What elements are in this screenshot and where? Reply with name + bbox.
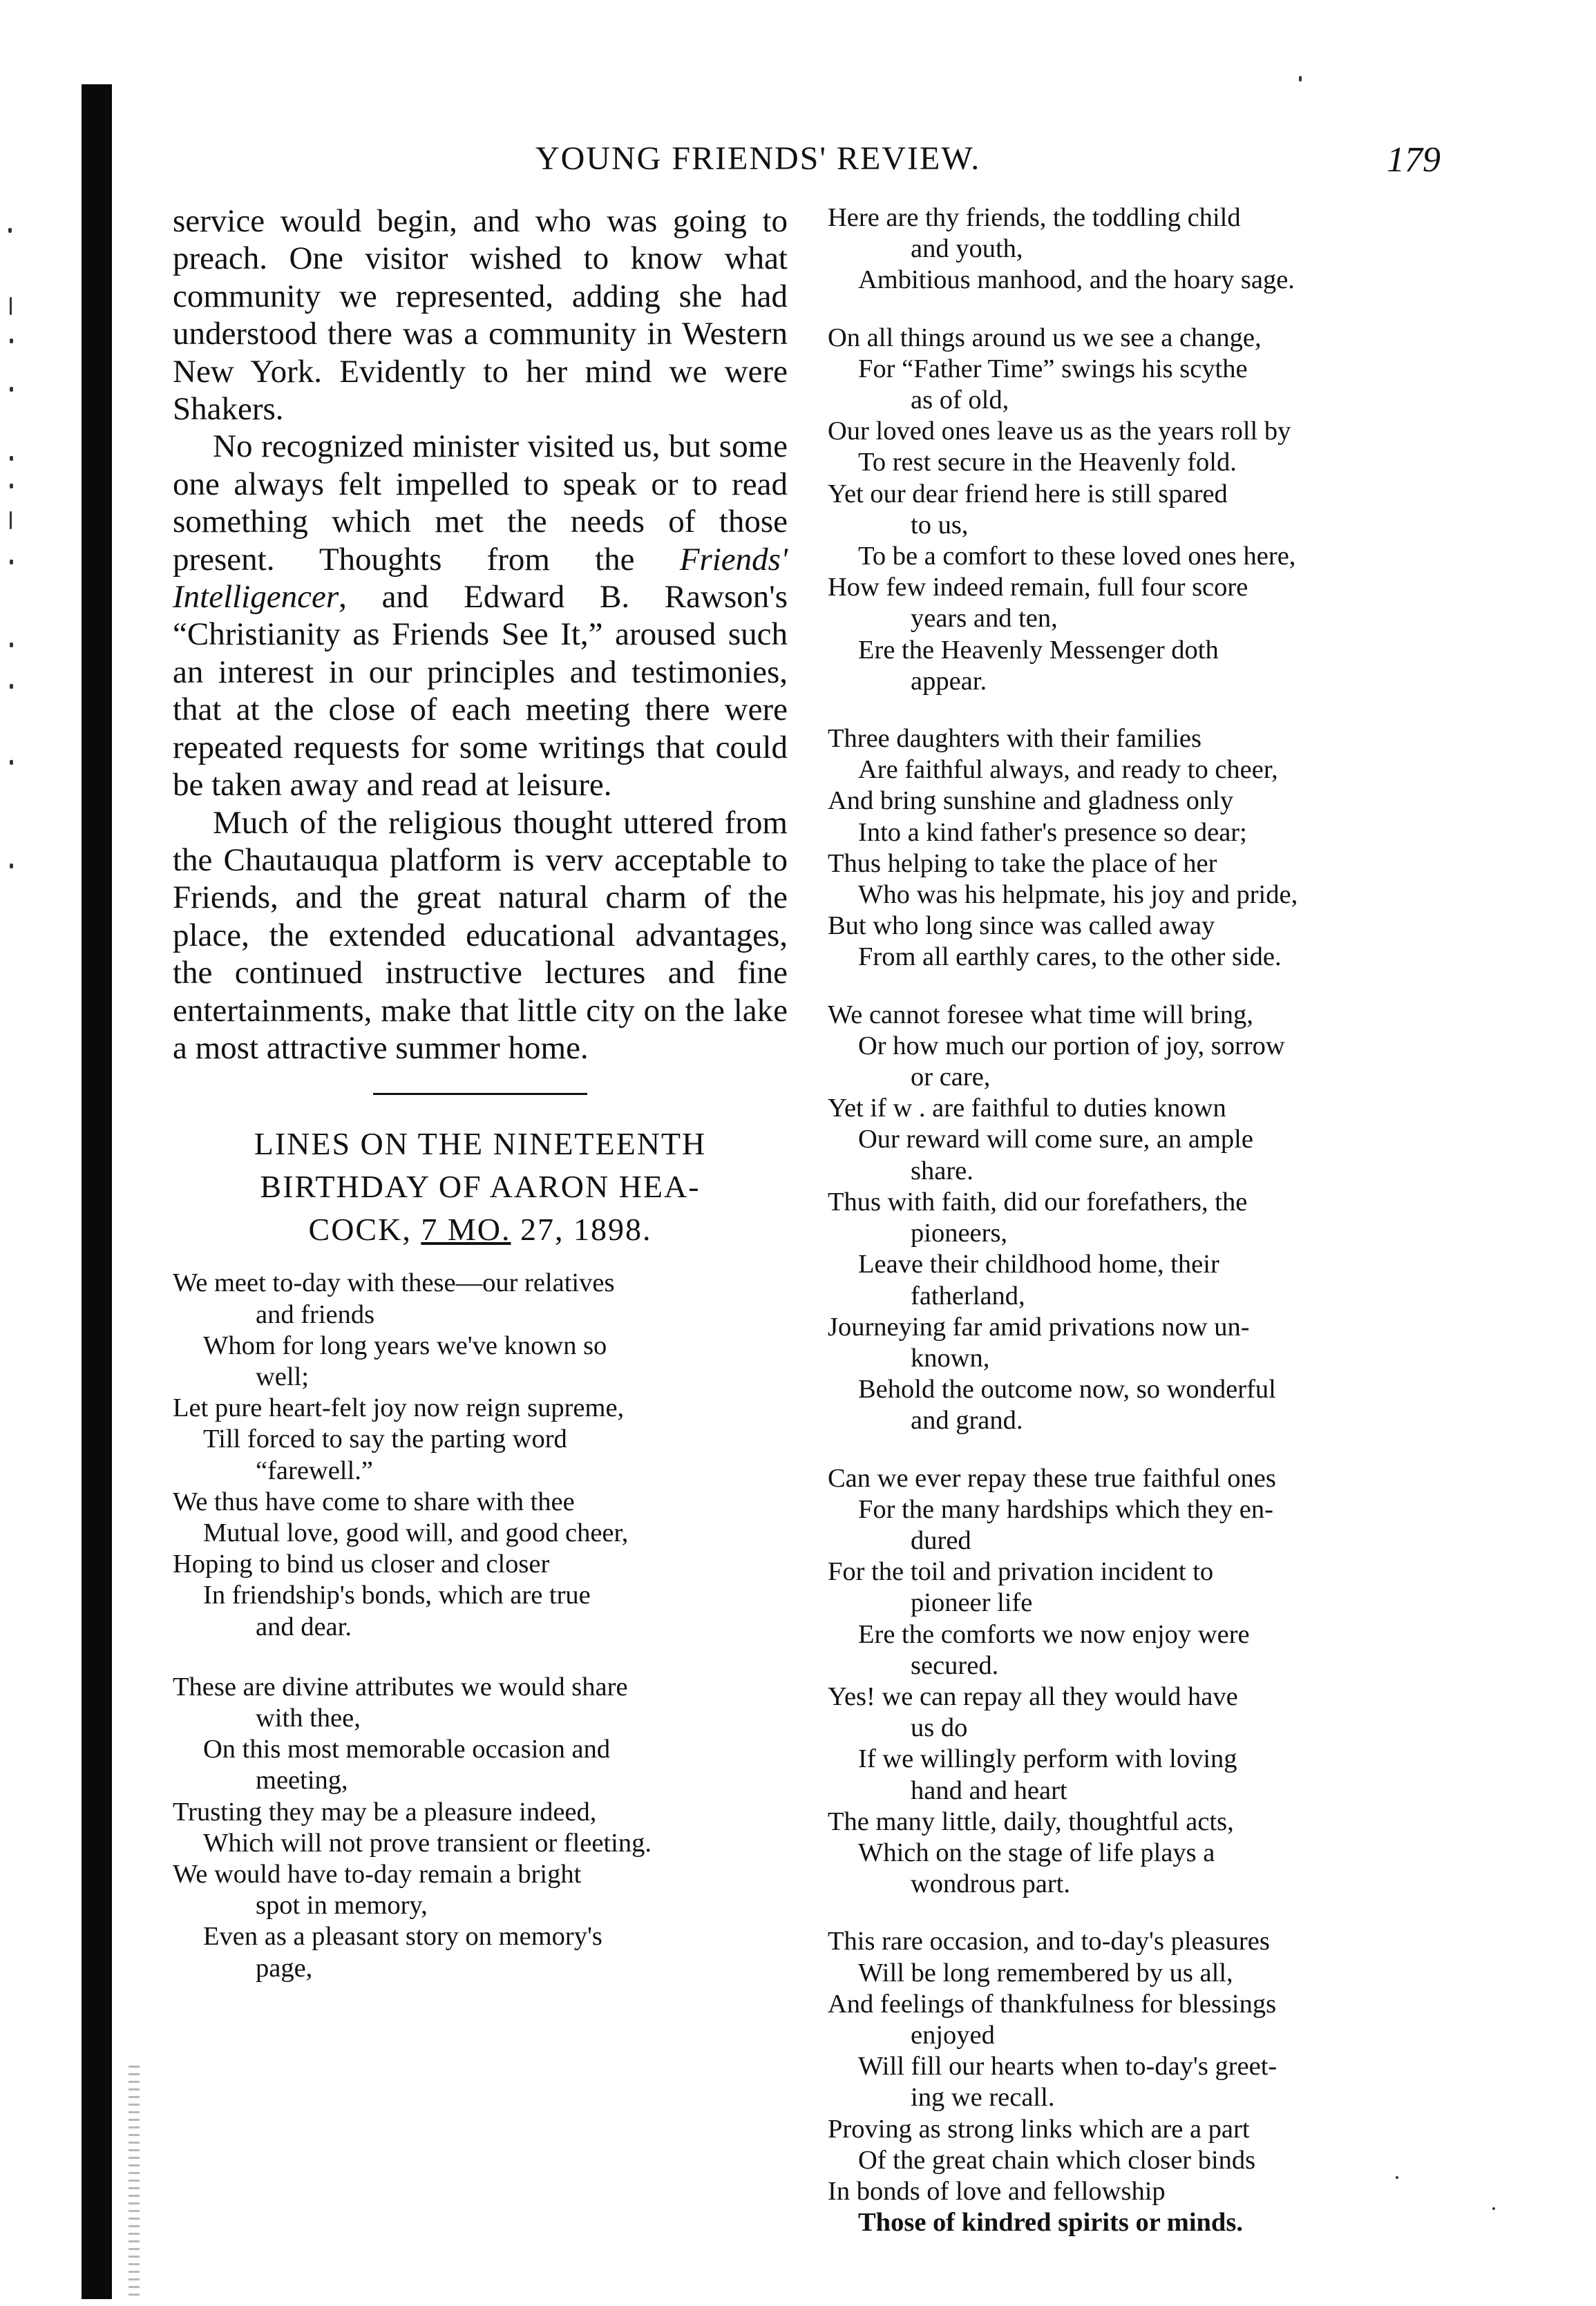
- poem-line: and dear.: [256, 1612, 352, 1641]
- poem-line: How few indeed remain, full four score: [828, 573, 1248, 602]
- poem-line: Our loved ones leave us as the years roll by: [828, 417, 1291, 446]
- poem-line: share.: [911, 1156, 973, 1185]
- poem-title-line-3-b: 27, 1898.: [511, 1212, 652, 1248]
- poem-title-line-3: [173, 1208, 788, 1251]
- paragraph-1: service would begin, and who was going to preach. One visitor wished to know what community we represented, adding she had understood there was a community in Western New York. Evidently to her mind we were Shakers.: [173, 203, 788, 428]
- poem-line: Which on the stage of life plays a: [858, 1838, 1215, 1867]
- poem-line: To be a comfort to these loved ones here,: [858, 542, 1296, 571]
- poem-line: Behold the outcome now, so wonderful: [858, 1375, 1276, 1404]
- poem-line: To rest secure in the Heavenly fold.: [858, 448, 1237, 477]
- running-title: YOUNG FRIENDS' REVIEW.: [535, 140, 981, 177]
- poem-line: On all things around us we see a change,: [828, 323, 1262, 352]
- paragraph-2-text-b: , and Edward B. Rawson's “Christianity as Friends See It,” aroused such an interest in our principles and testimonies, that at the close of each meeting there were repeated requests for some writings that could be taken away and read at leisure.: [173, 579, 788, 803]
- stanza: [173, 1268, 788, 1642]
- margin-speck: [10, 387, 13, 392]
- poem-line: spot in memory,: [256, 1891, 428, 1921]
- poem-line: We would have to-day remain a bright: [173, 1860, 582, 1889]
- margin-speck: [10, 560, 13, 564]
- poem-line: We cannot foresee what time will bring,: [828, 1000, 1253, 1029]
- poem-line: secured.: [911, 1650, 999, 1680]
- poem-title-line-1: LINES ON THE NINETEENTH: [254, 1126, 707, 1162]
- binding-edge: [82, 84, 112, 2299]
- poem-line: dured: [911, 1525, 971, 1555]
- poem-line: Which will not prove transient or fleeting.: [203, 1828, 652, 1858]
- poem-line: And bring sunshine and gladness only: [828, 786, 1234, 816]
- margin-speck: [8, 228, 12, 233]
- poem-title-line-3-underlined: 7 MO.: [421, 1212, 511, 1248]
- poem-line: pioneer life: [911, 1588, 1033, 1618]
- page-header: [535, 140, 1441, 188]
- poem-line: Are faithful always, and ready to cheer,: [858, 755, 1278, 785]
- stanza: [828, 723, 1443, 973]
- stanza: [828, 1926, 1443, 2238]
- margin-speck: [10, 484, 13, 488]
- paragraph-2-text-a: No recognized minister visited us, but some one always felt impelled to speak or to read something which met the needs of those present. Thoughts from the: [173, 428, 788, 578]
- poem-line: as of old,: [911, 385, 1009, 415]
- poem-line: From all earthly cares, to the other side.: [858, 942, 1282, 972]
- poem-line: Or how much our portion of joy, sorrow: [858, 1031, 1285, 1060]
- stanza: [828, 323, 1443, 697]
- poem-line: These are divine attributes we would share: [173, 1672, 628, 1702]
- poem-title: [173, 1123, 788, 1251]
- poem-line: Three daughters with their families: [828, 724, 1201, 754]
- poem-line: For “Father Time” swings his scythe: [858, 354, 1248, 383]
- poem-line: Who was his helpmate, his joy and pride,: [858, 880, 1298, 910]
- poem-line: Leave their childhood home, their: [858, 1250, 1219, 1279]
- poem-line: well;: [256, 1362, 309, 1391]
- poem-line: “farewell.”: [256, 1456, 373, 1485]
- paragraph-3: Much of the religious thought uttered from the Chautauqua platform is verv acceptable to Friends, and the great natural charm of the place, the extended educational advantages, the continued instructive lectures and fine entertainments, make that little city on the lake a most attractive summer home.: [173, 804, 788, 1066]
- poem-line: If we willingly perform with loving: [858, 1744, 1237, 1774]
- margin-speck: [10, 297, 12, 315]
- poem-line: But who long since was called away: [828, 911, 1215, 941]
- section-divider: [373, 1093, 587, 1095]
- margin-speck: [10, 642, 13, 647]
- poem-line: meeting,: [256, 1766, 348, 1795]
- poem-line: The many little, daily, thoughtful acts,: [828, 1807, 1234, 1836]
- poem-line: Whom for long years we've known so: [203, 1331, 607, 1360]
- poem-line: Hoping to bind us closer and closer: [173, 1550, 550, 1579]
- poem-line: with thee,: [256, 1703, 361, 1733]
- margin-speck: [10, 339, 13, 343]
- poem-line: or care,: [911, 1063, 991, 1092]
- poem-line: In bonds of love and fellowship: [828, 2176, 1166, 2206]
- poem-line: appear.: [911, 666, 987, 696]
- poem-line: years and ten,: [911, 604, 1058, 633]
- paragraph-2: [173, 428, 788, 803]
- stanza: [828, 202, 1443, 296]
- poem-line: Will fill our hearts when to-day's greet-: [858, 2052, 1277, 2081]
- poem-line: page,: [256, 1953, 313, 1983]
- poem-line: Those of kindred spirits or minds.: [858, 2208, 1243, 2238]
- poem-line: and youth,: [911, 234, 1023, 264]
- poem-line: We meet to-day with these—our relatives: [173, 1268, 615, 1298]
- publication-title: Friends' Intelligencer: [173, 541, 788, 616]
- poem-line: Proving as strong links which are a part: [828, 2114, 1250, 2144]
- poem-line: Can we ever repay these true faithful ones: [828, 1463, 1276, 1493]
- poem-line: Trusting they may be a pleasure indeed,: [173, 1797, 597, 1827]
- poem-line: Mutual love, good will, and good cheer,: [203, 1518, 629, 1547]
- poem-line: In friendship's bonds, which are true: [203, 1581, 591, 1610]
- poem-line: Even as a pleasant story on memory's: [203, 1922, 602, 1952]
- stanza: [828, 1000, 1443, 1437]
- poem-line: wondrous part.: [911, 1869, 1070, 1899]
- poem-line: Into a kind father's presence so dear;: [858, 817, 1247, 847]
- poem-line: enjoyed: [911, 2020, 995, 2050]
- poem-line: And feelings of thankfulness for blessings: [828, 1989, 1277, 2019]
- poem-line: Of the great chain which closer binds: [858, 2145, 1256, 2175]
- poem-line: Yet our dear friend here is still spared: [828, 479, 1228, 508]
- page-number: 179: [1387, 140, 1441, 180]
- left-column: [173, 202, 788, 2013]
- margin-speck: [1492, 2207, 1495, 2210]
- poem-line: This rare occasion, and to-day's pleasures: [828, 1927, 1270, 1956]
- poem-line: hand and heart: [911, 1775, 1067, 1805]
- poem-line: us do: [911, 1713, 968, 1743]
- poem-line: For the many hardships which they en-: [858, 1494, 1273, 1524]
- margin-speck: [10, 684, 13, 689]
- poem-line: pioneers,: [911, 1219, 1008, 1248]
- poem-line: Yet if w . are faithful to duties known: [828, 1094, 1226, 1123]
- poem-title-line-2: BIRTHDAY OF AARON HEA-: [260, 1169, 701, 1205]
- poem-line: Ambitious manhood, and the hoary sage.: [858, 265, 1295, 295]
- poem-line: known,: [911, 1343, 990, 1373]
- margin-speck: [1299, 76, 1302, 82]
- poem-line: Will be long remembered by us all,: [858, 1958, 1233, 1988]
- right-column: [828, 202, 1443, 2265]
- poem-line: and friends: [256, 1299, 375, 1329]
- poem-line: Thus helping to take the place of her: [828, 848, 1217, 878]
- margin-speck: [10, 456, 13, 461]
- margin-speck: [10, 864, 13, 868]
- poem-line: We thus have come to share with thee: [173, 1487, 575, 1516]
- poem-line: Till forced to say the parting word: [203, 1424, 567, 1454]
- poem-line: Yes! we can repay all they would have: [828, 1681, 1238, 1711]
- poem-line: Let pure heart-felt joy now reign supreme,: [173, 1393, 625, 1423]
- poem-title-line-3-a: COCK,: [308, 1212, 421, 1248]
- margin-speck: [10, 511, 12, 529]
- stanza: [828, 1463, 1443, 1900]
- binding-fringe: [129, 2066, 140, 2300]
- poem-left: [173, 1268, 788, 1983]
- poem-line: ing we recall.: [911, 2083, 1055, 2113]
- poem-line: to us,: [911, 510, 969, 540]
- poem-line: For the toil and privation incident to: [828, 1557, 1214, 1587]
- stanza: [173, 1672, 788, 1984]
- poem-line: Ere the comforts we now enjoy were: [858, 1619, 1250, 1649]
- poem-line: and grand.: [911, 1406, 1023, 1436]
- poem-right: [828, 202, 1443, 2238]
- poem-line: fatherland,: [911, 1281, 1025, 1311]
- poem-line: Ere the Heavenly Messenger doth: [858, 635, 1219, 665]
- margin-speck: [10, 760, 13, 765]
- poem-line: On this most memorable occasion and: [203, 1735, 611, 1764]
- poem-line: Journeying far amid privations now un-: [828, 1312, 1250, 1342]
- poem-line: Here are thy friends, the toddling child: [828, 203, 1241, 232]
- poem-line: Our reward will come sure, an ample: [858, 1125, 1253, 1154]
- poem-line: Thus with faith, did our forefathers, the: [828, 1187, 1248, 1217]
